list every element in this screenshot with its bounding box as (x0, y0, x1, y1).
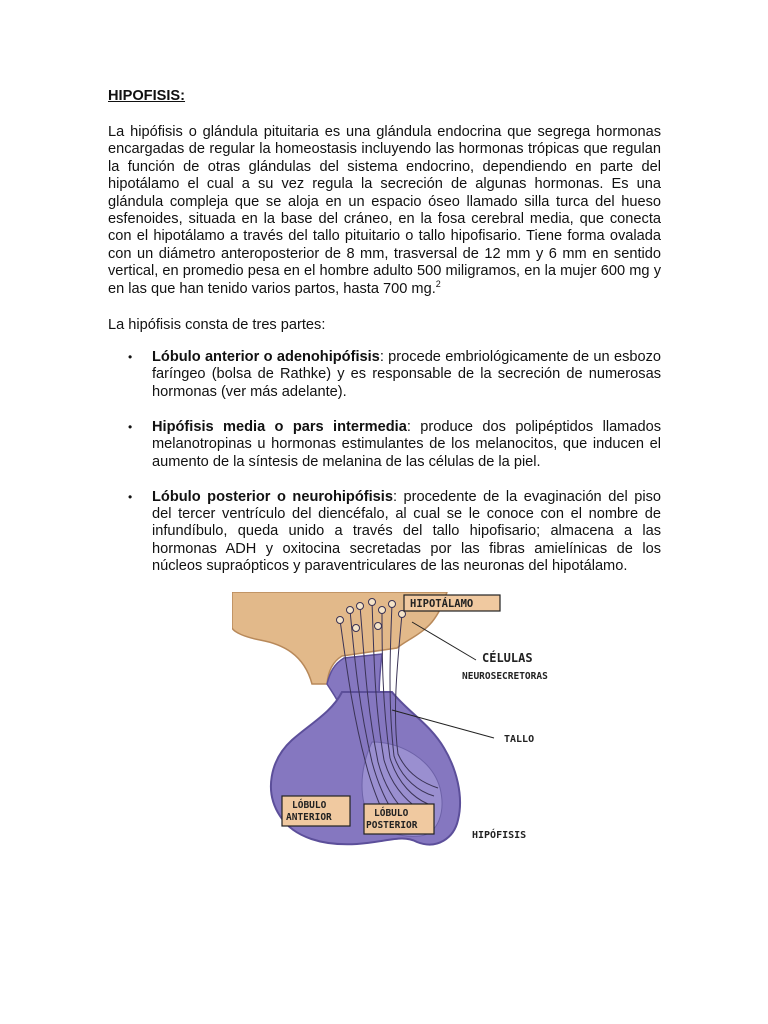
lobulo-posterior-label-2: POSTERIOR (366, 820, 418, 831)
list-item (108, 349, 661, 401)
hipotalamo-label: HIPOTÁLAMO (410, 598, 474, 610)
document-title: HIPOFISIS: (108, 88, 186, 104)
part-term: Hipófisis media o pars intermedia (152, 418, 407, 435)
pituitary-illustration (232, 592, 588, 854)
lobulo-anterior-label-2: ANTERIOR (286, 812, 332, 823)
list-item (108, 419, 661, 471)
part-description: : procedente de la evaginación del piso del tercer ventrículo del diencéfalo, al cual se le conoce con el nombre de infundíbulo, queda unido a través del tallo hipofisario; almacena a las hormonas ADH y oxitocina secretadas por las fibras amielínicas de los núcleos supraópticos y paraventriculares de las neuronas del hipotálamo. (152, 488, 661, 575)
bullet-icon: • (128, 419, 133, 434)
tallo-label: TALLO (504, 734, 535, 745)
celulas-label: CÉLULAS (482, 651, 533, 665)
bullet-icon: • (128, 489, 133, 504)
part-term: Lóbulo posterior o neurohipófisis (152, 488, 393, 505)
lobulo-posterior-label-1: LÓBULO (374, 808, 409, 819)
bullet-icon: • (128, 350, 133, 364)
hipofisis-label: HIPÓFISIS (472, 830, 527, 841)
part-description: : procede embriológicamente de un esbozo faríngeo (bolsa de Rathke) y es responsable de la secreción de numerosas hormonas (ver más adelante). (152, 349, 662, 400)
intro-paragraph (108, 124, 661, 298)
footnote-ref: 2 (435, 278, 441, 289)
part-description: : produce dos polipéptidos llamados melanotropinas u hormonas estimulantes de los melanocitos, que inducen el aumento de la síntesis de melanina de las células de la piel. (152, 418, 661, 470)
parts-intro: La hipófisis consta de tres partes: (108, 317, 326, 333)
lobulo-anterior-label-1: LÓBULO (292, 800, 327, 811)
neurosecretoras-label: NEUROSECRETORAS (462, 671, 548, 682)
list-item (108, 489, 661, 576)
intro-text: La hipófisis o glándula pituitaria es una glándula endocrina que segrega hormonas encargadas de regular la homeostasis incluyendo las hormonas trópicas que regulan la función de otras glándulas del sistema endocrino, dependiendo en parte del hipotálamo el cual a su vez regula la secreción de algunas hormonas. Es una glándula compleja que se aloja en un espacio óseo llamado silla turca del hueso esfenoides, situada en la base del cráneo, en la fosa cerebral media, que conecta con el hipotálamo a través del tallo pituitario o tallo hipofisario. Tiene forma ovalada con un diámetro anteroposterior de 8 mm, trasversal de 12 mm y 6 mm en sentido vertical, en promedio pesa en el hombre adulto 500 miligramos, en la mujer 600 mg y en las que han tenido varios partos, hasta 700 mg. (108, 124, 661, 297)
part-term: Lóbulo anterior o adenohipófisis (152, 349, 380, 365)
parts-list (108, 349, 661, 593)
